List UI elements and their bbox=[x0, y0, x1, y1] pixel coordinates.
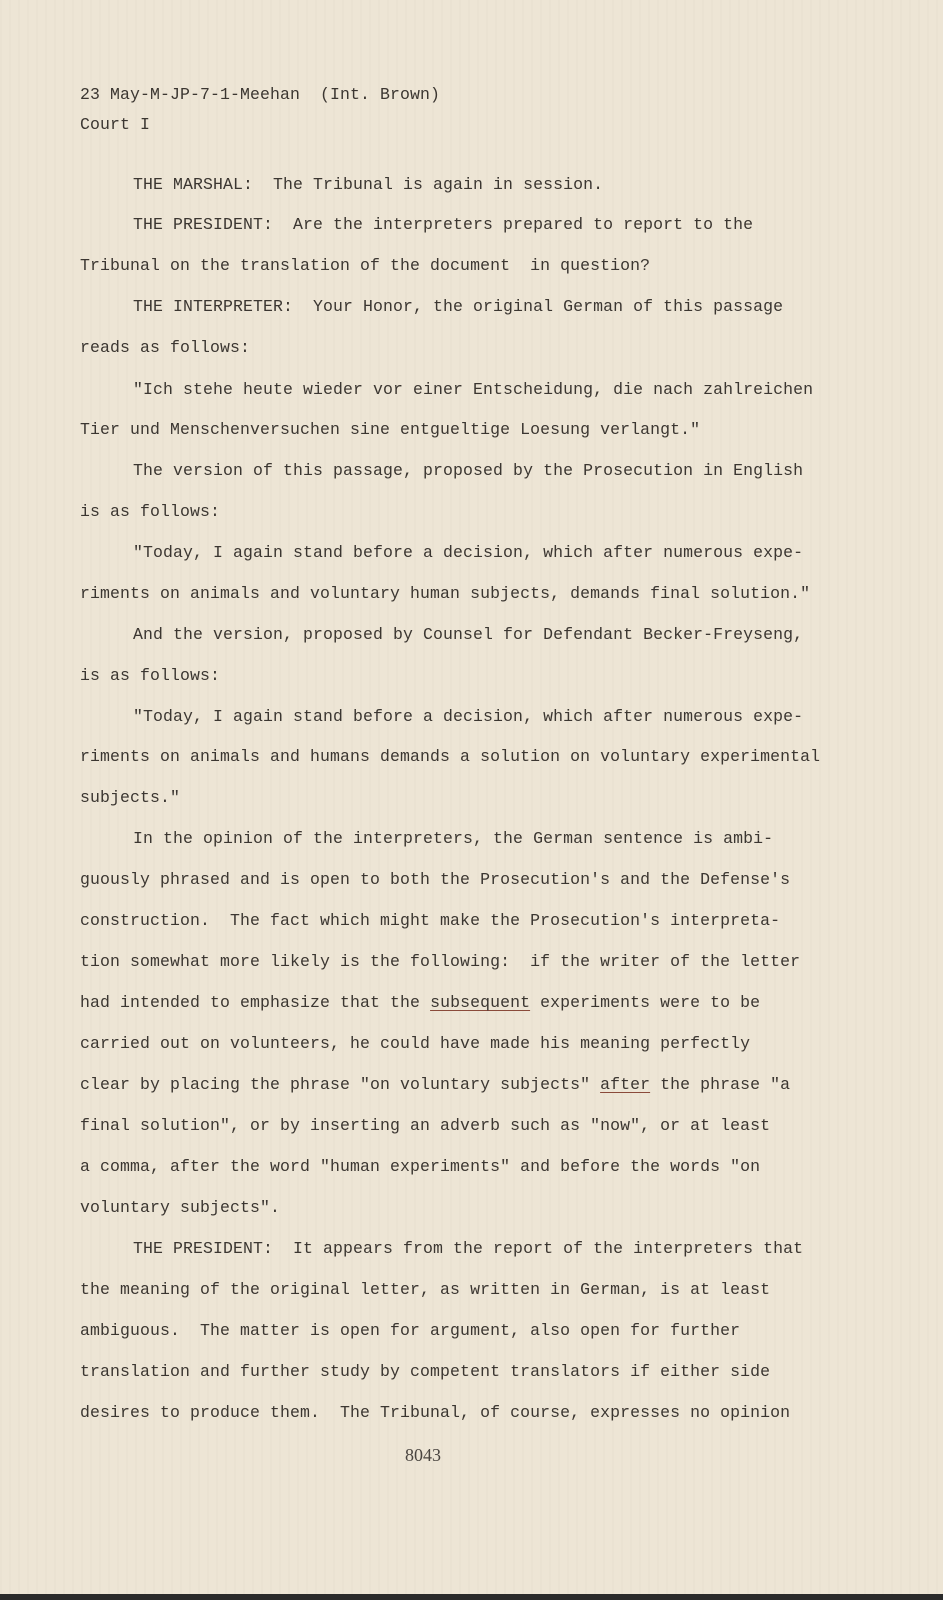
line-text: guously phrased and is open to both the Prosecution's and the Defense's bbox=[80, 870, 791, 889]
line-text: The version of this passage, proposed by the Prosecution in English bbox=[133, 461, 804, 480]
transcript-line bbox=[133, 461, 803, 481]
line-text: voluntary subjects". bbox=[80, 1198, 281, 1217]
line-text: subjects." bbox=[80, 788, 181, 807]
line-text: tion somewhat more likely is the following: if the writer of the letter bbox=[80, 952, 801, 971]
transcript-line bbox=[80, 1321, 740, 1341]
transcript-line bbox=[133, 175, 603, 195]
transcript-line bbox=[80, 1198, 280, 1218]
transcript-line bbox=[80, 1362, 770, 1382]
line-text: riments on animals and voluntary human subjects, demands final solution." bbox=[80, 584, 811, 603]
transcript-line bbox=[133, 829, 773, 849]
transcript-line bbox=[80, 666, 220, 686]
line-text: riments on animals and humans demands a solution on voluntary experimental bbox=[80, 747, 821, 766]
transcript-line bbox=[133, 215, 753, 235]
transcript-line bbox=[133, 1239, 803, 1259]
document-reference: 23 May-M-JP-7-1-Meehan (Int. Brown) bbox=[80, 85, 441, 104]
transcript-line bbox=[80, 502, 220, 522]
line-text: a comma, after the word "human experiments" and before the words "on bbox=[80, 1157, 761, 1176]
line-text: "Today, I again stand before a decision, which after numerous expe- bbox=[133, 543, 804, 562]
line-text: final solution", or by inserting an adverb such as "now", or at least bbox=[80, 1116, 771, 1135]
transcript-line bbox=[133, 543, 803, 563]
transcript-line bbox=[80, 870, 790, 890]
transcript-line bbox=[80, 1157, 760, 1177]
line-text: the meaning of the original letter, as written in German, is at least bbox=[80, 1280, 771, 1299]
line-text: THE INTERPRETER: Your Honor, the original German of this passage bbox=[133, 297, 784, 316]
transcript-line bbox=[80, 420, 700, 440]
transcript-line bbox=[80, 1280, 770, 1300]
line-text: ambiguous. The matter is open for argument, also open for further bbox=[80, 1321, 741, 1340]
transcript-line bbox=[80, 338, 250, 358]
line-text: is as follows: bbox=[80, 502, 221, 521]
line-text: desires to produce them. The Tribunal, of course, expresses no opinion bbox=[80, 1403, 791, 1422]
page-number: 8043 bbox=[405, 1445, 441, 1465]
transcript-line bbox=[80, 1075, 790, 1095]
line-text: And the version, proposed by Counsel for Defendant Becker-Freyseng, bbox=[133, 625, 804, 644]
underlined-word: subsequent bbox=[430, 993, 531, 1012]
transcript-line bbox=[80, 1034, 750, 1054]
line-text: THE PRESIDENT: It appears from the report of the interpreters that bbox=[133, 1239, 804, 1258]
line-text: reads as follows: bbox=[80, 338, 251, 357]
line-text: translation and further study by competent translators if either side bbox=[80, 1362, 771, 1381]
line-text: "Today, I again stand before a decision, which after numerous expe- bbox=[133, 707, 804, 726]
line-text: Tier und Menschenversuchen sine entgueltige Loesung verlangt." bbox=[80, 420, 701, 439]
transcript-line bbox=[80, 1116, 770, 1136]
transcript-line bbox=[80, 952, 800, 972]
line-text: THE MARSHAL: The Tribunal is again in session. bbox=[133, 175, 604, 194]
underlined-word: after bbox=[600, 1075, 651, 1094]
line-text: the phrase "a bbox=[650, 1075, 791, 1094]
line-text: is as follows: bbox=[80, 666, 221, 685]
line-text: "Ich stehe heute wieder vor einer Entscheidung, die nach zahlreichen bbox=[133, 380, 814, 399]
transcript-line bbox=[133, 297, 783, 317]
transcript-line bbox=[80, 1403, 790, 1423]
line-text: THE PRESIDENT: Are the interpreters prepared to report to the bbox=[133, 215, 754, 234]
transcript-line bbox=[80, 256, 650, 276]
transcript-line bbox=[133, 625, 803, 645]
line-text: Tribunal on the translation of the document in question? bbox=[80, 256, 651, 275]
line-text: had intended to emphasize that the bbox=[80, 993, 431, 1012]
transcript-line bbox=[133, 380, 813, 400]
court-label: Court I bbox=[80, 115, 151, 134]
transcript-line bbox=[80, 911, 780, 931]
transcript-line bbox=[80, 993, 760, 1013]
line-text: In the opinion of the interpreters, the German sentence is ambi- bbox=[133, 829, 774, 848]
line-text: construction. The fact which might make the Prosecution's interpreta- bbox=[80, 911, 781, 930]
transcript-line bbox=[80, 747, 820, 767]
line-text: carried out on volunteers, he could have made his meaning perfectly bbox=[80, 1034, 751, 1053]
transcript-line bbox=[80, 584, 810, 604]
line-text: clear by placing the phrase "on voluntary subjects" bbox=[80, 1075, 601, 1094]
transcript-line bbox=[80, 788, 180, 808]
transcript-line bbox=[133, 707, 803, 727]
line-text: experiments were to be bbox=[530, 993, 761, 1012]
